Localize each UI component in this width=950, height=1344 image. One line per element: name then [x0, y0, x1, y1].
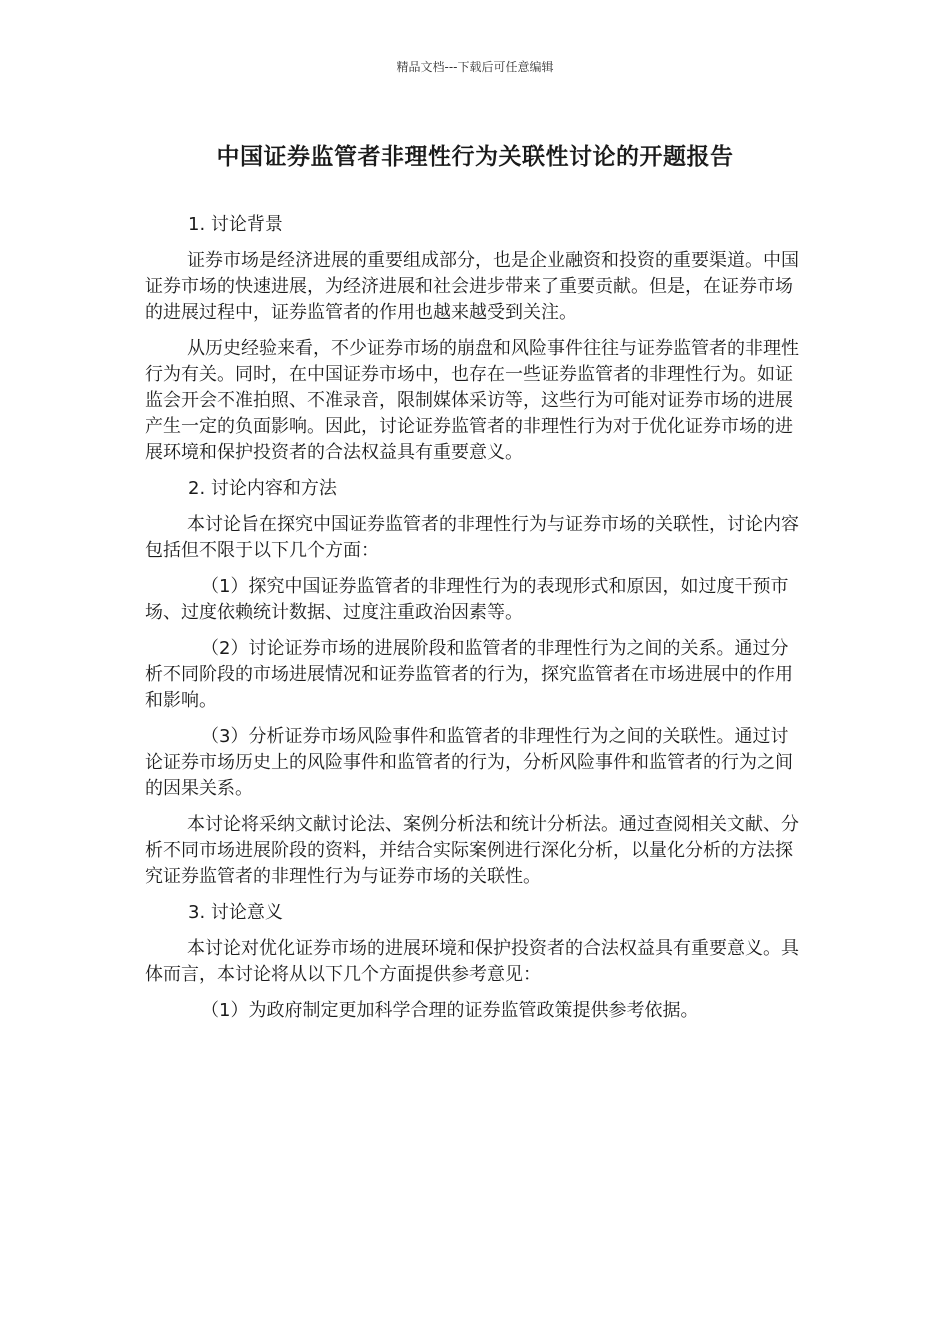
section-heading-significance: 3. 讨论意义 — [188, 902, 283, 923]
paragraph: 从历史经验来看，不少证券市场的崩盘和风险事件往往与证券监管者的非理性行为有关。同时，在中国证券市场中，也存在一些证券监管者的非理性行为。如证监会开会不准拍照、不准录音，限制媒体采访等，这些行为可能对证券市场的进展产生一定的负面影响。因此，讨论证券监管者的非理性行为对于优化证券市场的进展环境和保护投资者的合法权益具有重要意义。 — [145, 338, 799, 463]
list-item: （1）探究中国证券监管者的非理性行为的表现形式和原因，如过度干预市场、过度依赖统计数据、过度注重政治因素等。 — [145, 576, 789, 623]
paragraph: 证券市场是经济进展的重要组成部分，也是企业融资和投资的重要渠道。中国证券市场的快速进展，为经济进展和社会进步带来了重要贡献。但是，在证券市场的进展过程中，证券监管者的作用也越来越受到关注。 — [145, 250, 799, 323]
document-body — [145, 212, 805, 1034]
section-heading-content-method: 2. 讨论内容和方法 — [188, 478, 337, 499]
page-header: 精品文档---下载后可任意编辑 — [396, 60, 554, 74]
list-item: （3）分析证券市场风险事件和监管者的非理性行为之间的关联性。通过讨论证券市场历史上的风险事件和监管者的行为，分析风险事件和监管者的行为之间的因果关系。 — [145, 726, 793, 799]
paragraph: 本讨论对优化证券市场的进展环境和保护投资者的合法权益具有重要意义。具体而言，本讨论将从以下几个方面提供参考意见： — [145, 938, 799, 985]
paragraph: 本讨论旨在探究中国证券监管者的非理性行为与证券市场的关联性，讨论内容包括但不限于以下几个方面： — [145, 514, 799, 561]
list-item: （2）讨论证券市场的进展阶段和监管者的非理性行为之间的关系。通过分析不同阶段的市场进展情况和证券监管者的行为，探究监管者在市场进展中的作用和影响。 — [145, 638, 793, 711]
document-title: 中国证券监管者非理性行为关联性讨论的开题报告 — [216, 144, 734, 170]
paragraph: 本讨论将采纳文献讨论法、案例分析法和统计分析法。通过查阅相关文献、分析不同市场进展阶段的资料，并结合实际案例进行深化分析，以量化分析的方法探究证券监管者的非理性行为与证券市场的关联性。 — [145, 814, 799, 887]
section-heading-background: 1. 讨论背景 — [188, 214, 283, 235]
list-item: （1）为政府制定更加科学合理的证券监管政策提供参考依据。 — [201, 1000, 699, 1021]
